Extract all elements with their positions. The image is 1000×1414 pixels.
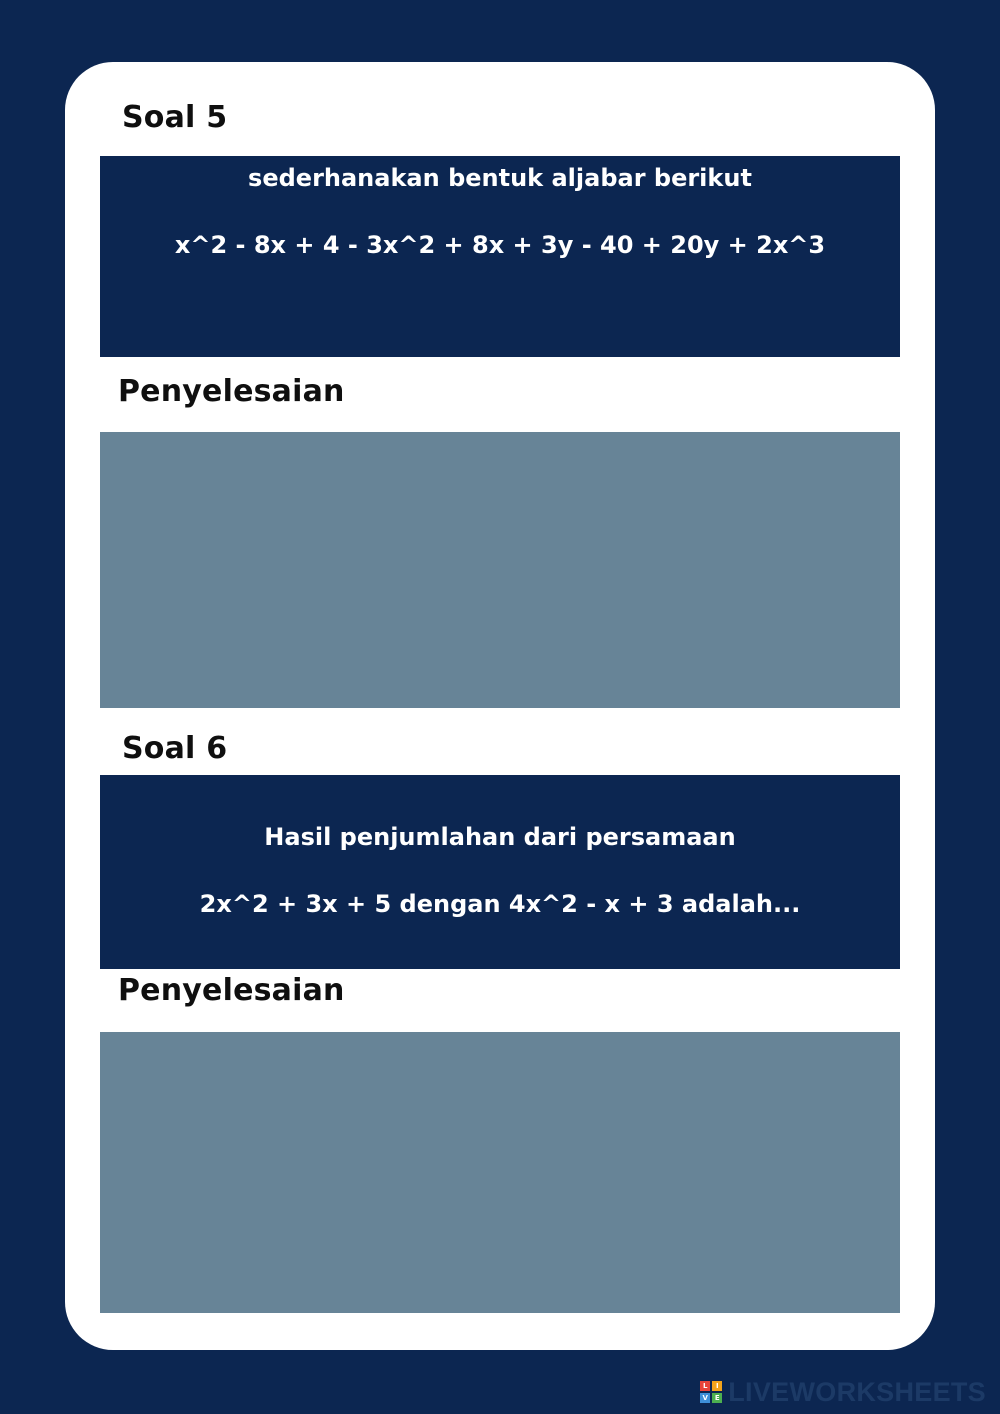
- brand-name: LIVEWORKSHEETS: [728, 1376, 986, 1407]
- logo-letter-l: L: [700, 1381, 710, 1391]
- answer-5-field[interactable]: [100, 432, 900, 708]
- question-6-expression: 2x^2 + 3x + 5 dengan 4x^2 - x + 3 adalah...: [199, 890, 801, 918]
- question-5-expression: x^2 - 8x + 4 - 3x^2 + 8x + 3y - 40 + 20y + 2x^3: [174, 231, 826, 259]
- question-5-heading: Soal 5: [122, 100, 228, 135]
- question-5-box: [100, 156, 900, 357]
- question-6-heading: Soal 6: [122, 731, 228, 766]
- answer-5-heading: Penyelesaian: [118, 374, 345, 409]
- question-6-box: [100, 775, 900, 969]
- question-6-instruction: Hasil penjumlahan dari persamaan: [264, 823, 736, 851]
- liveworksheets-brand: [700, 1378, 986, 1406]
- logo-letter-i: I: [712, 1381, 722, 1391]
- question-5-instruction: sederhanakan bentuk aljabar berikut: [248, 164, 752, 192]
- answer-6-field[interactable]: [100, 1032, 900, 1313]
- worksheet-card: [65, 62, 935, 1350]
- liveworksheets-logo-icon: [700, 1381, 722, 1403]
- logo-letter-e: E: [712, 1393, 722, 1403]
- logo-letter-v: V: [700, 1393, 710, 1403]
- answer-6-heading: Penyelesaian: [118, 973, 345, 1008]
